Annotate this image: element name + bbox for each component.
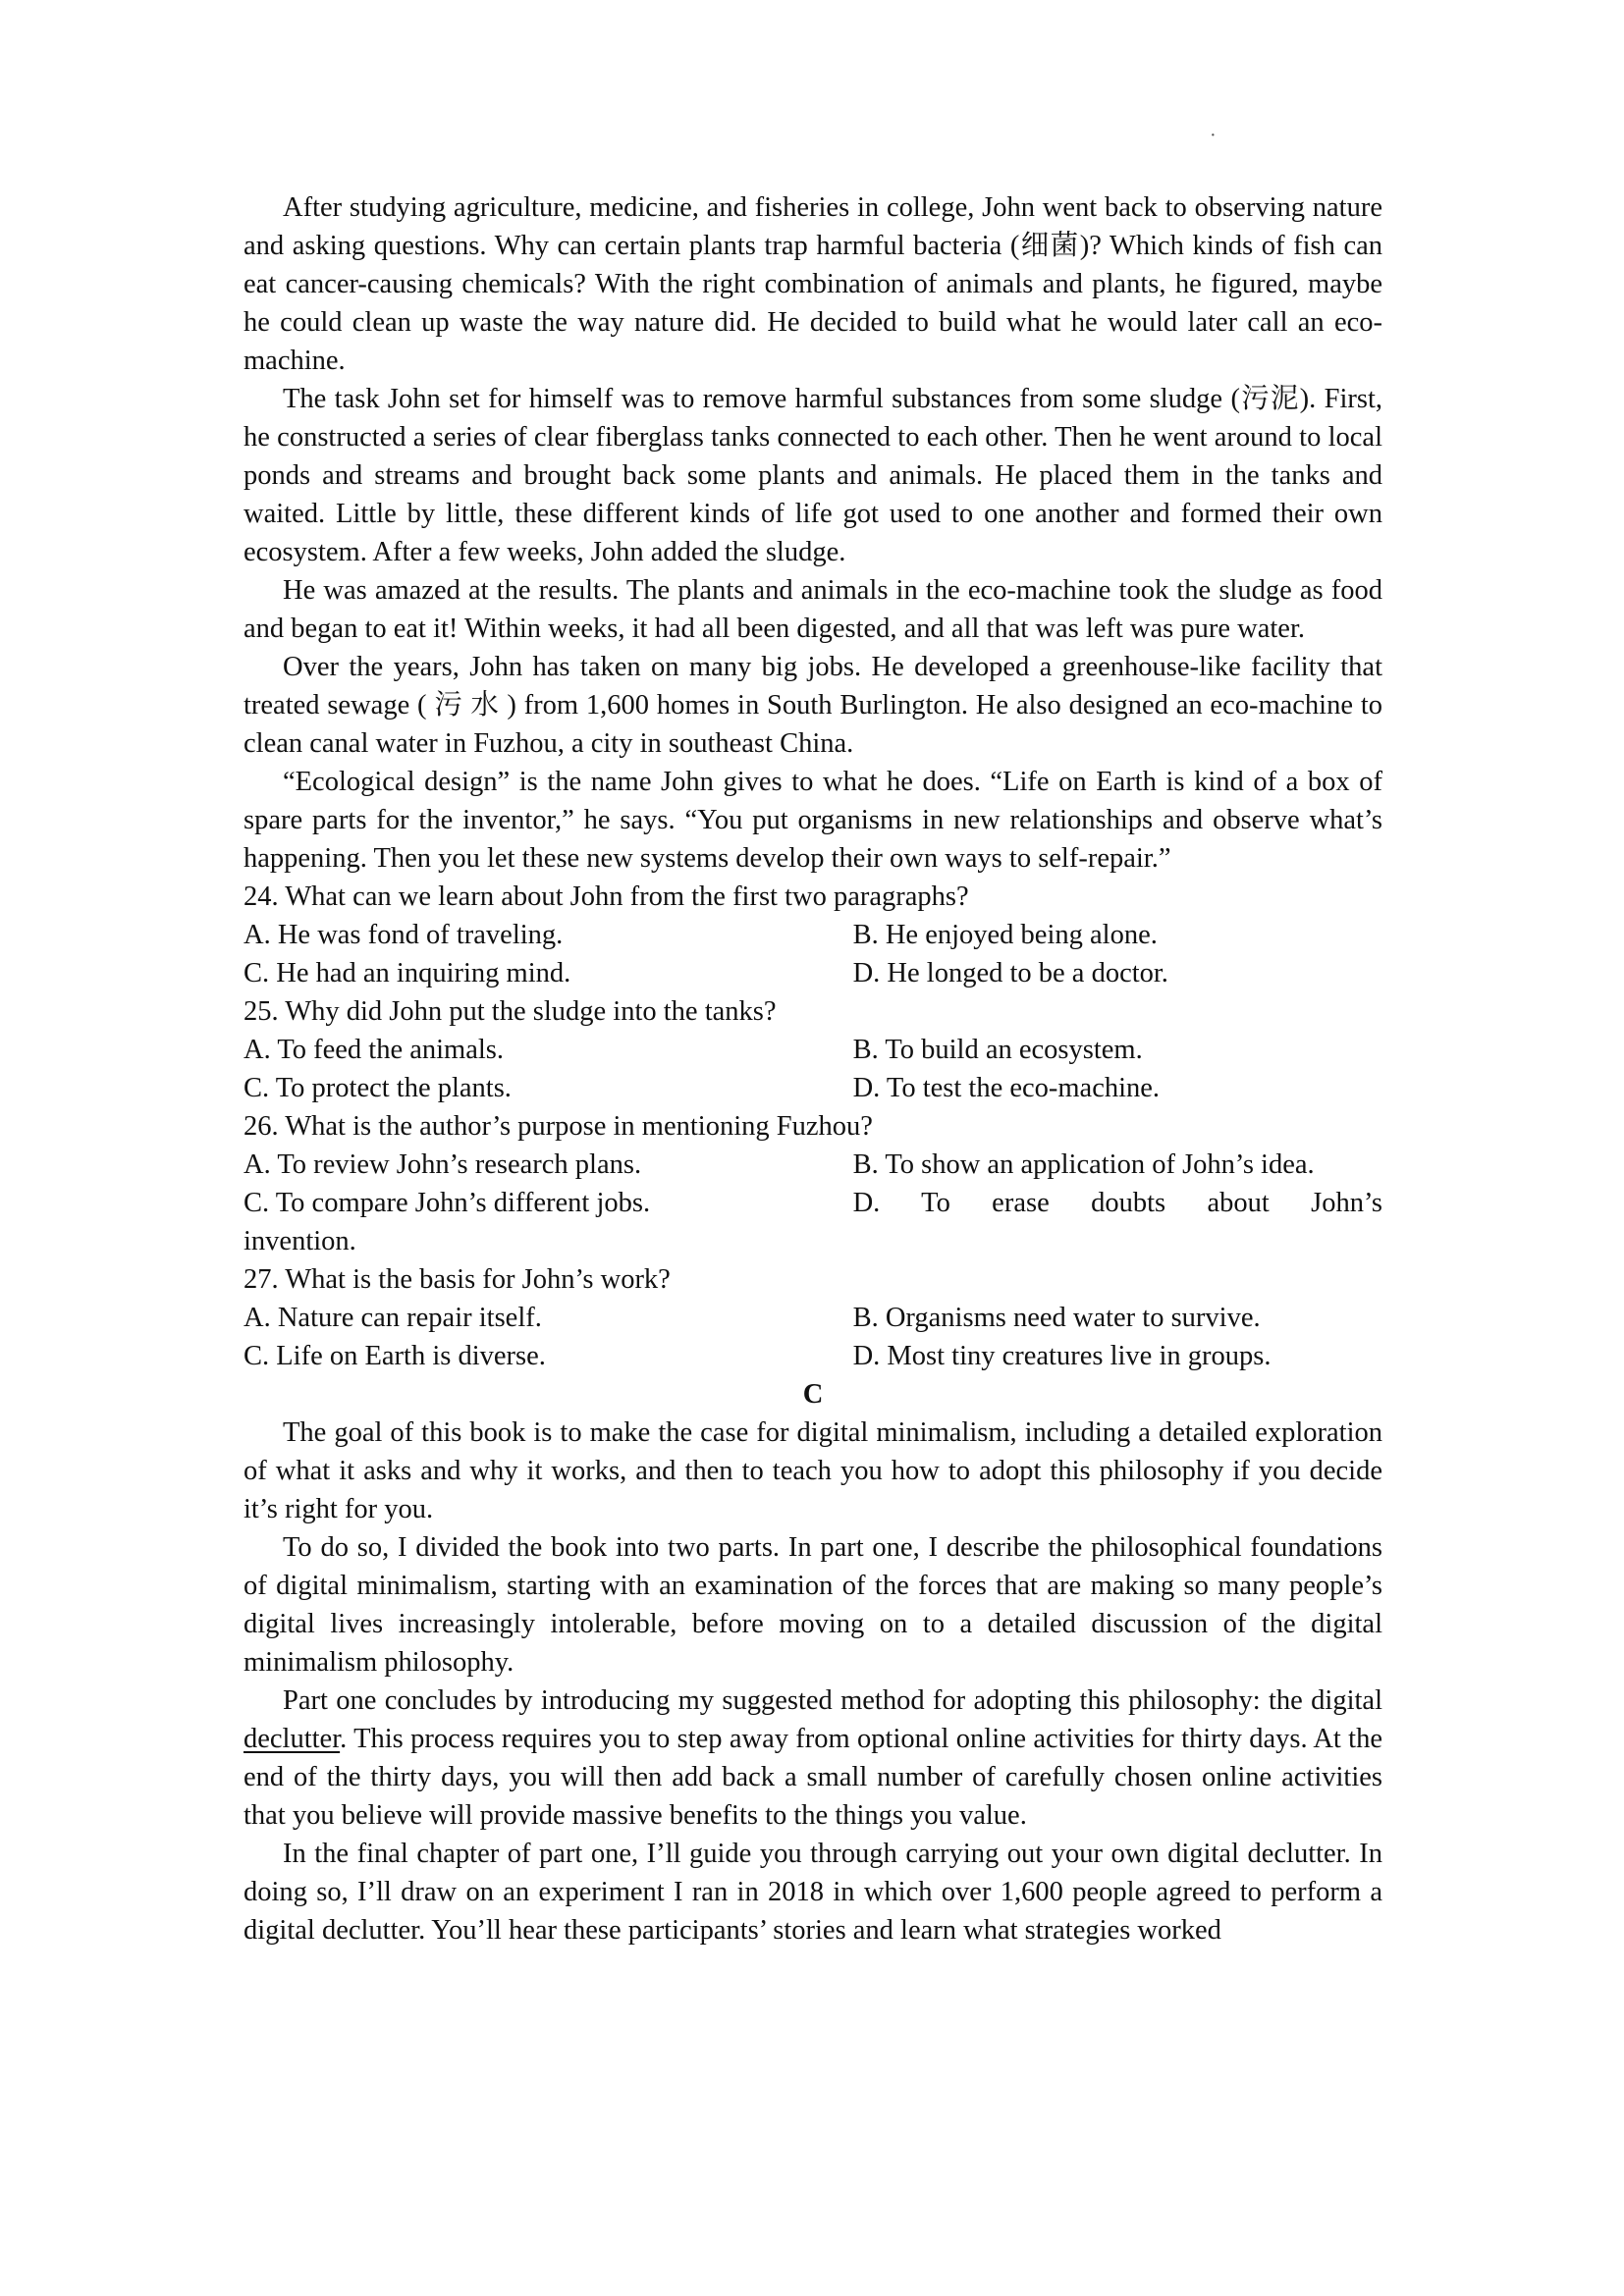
option-right: D. To erase doubts about John’s [852,1188,1382,1218]
option-row [244,1146,1382,1184]
option-row [244,916,1382,954]
question-stem: 27. What is the basis for John’s work? [244,1264,671,1295]
paragraph-text: The task John set for himself was to remove harmful substances from some sludge (污泥). First, he constructed a series of clear fiberglass tanks connected to each other. Then he went around to local ponds and streams and brought back some plants and animals. He placed them in the tanks and waited. Little by little, these different kinds of life got used to one another and formed their own ecosystem. After a few weeks, John added the sludge. [244,384,1382,567]
option-left: C. He had an inquiring mind. [244,958,571,988]
paragraph-text: . This process requires you to step away from optional online activities for thirty days. At the end of the thirty days, you will then add back a small number of carefully chosen online activities that you believe will provide massive benefits to the things you value. [244,1724,1382,1831]
option-left: A. Nature can repair itself. [244,1303,542,1333]
option-right: B. To build an ecosystem. [852,1035,1143,1065]
passage-paragraph [244,188,1382,380]
passage-b [244,188,1382,878]
passage-paragraph [244,380,1382,571]
option-right: D. Most tiny creatures live in groups. [852,1341,1272,1371]
stray-mark: · [1210,125,1217,146]
paragraph-text: The goal of this book is to make the case for digital minimalism, including a detailed exploration of what it asks and why it works, and then to teach you how to adopt this philosophy if you decide it’s right for you. [244,1417,1382,1524]
option-right: D. He longed to be a doctor. [852,958,1168,988]
passage-paragraph [244,763,1382,878]
option-left: A. To feed the animals. [244,1035,504,1065]
paragraph-text: To do so, I divided the book into two parts. In part one, I describe the philosophical foundations of digital minimalism, starting with an examination of the forces that are making so many people’s digital lives increasingly intolerable, before moving on to a detailed discussion of the digital minimalism philosophy. [244,1532,1382,1678]
option-left: C. To compare John’s different jobs. [244,1188,651,1218]
option-row [244,1337,1382,1375]
option-right: B. Organisms need water to survive. [852,1303,1261,1333]
option-left: A. To review John’s research plans. [244,1149,642,1180]
option-row [244,954,1382,992]
option-left: A. He was fond of traveling. [244,920,564,950]
section-c-heading: C [802,1379,824,1410]
paragraph-text: In the final chapter of part one, I’ll guide you through carrying out your own digital declutter. In doing so, I’ll draw on an experiment I ran in 2018 in which over 1,600 people agreed to perform a digital declutter. You’ll hear these participants’ stories and learn what strategies worked [244,1839,1382,1946]
passage-paragraph [244,571,1382,648]
option-row [244,1299,1382,1337]
question-stem: 26. What is the author’s purpose in mentioning Fuzhou? [244,1111,873,1142]
paragraph-text: After studying agriculture, medicine, and fisheries in college, John went back to observing nature and asking questions. Why can certain plants trap harmful bacteria (细菌)? Which kinds of fish can eat cancer-causing chemicals? With the right combination of animals and plants, he figured, maybe he could clean up waste the way nature did. He decided to build what he would later call an eco-machine. [244,192,1382,376]
passage-paragraph [244,1682,1382,1835]
passage-paragraph [244,1414,1382,1528]
option-row [244,1031,1382,1069]
passage-paragraph [244,648,1382,763]
underlined-term: declutter [244,1724,341,1754]
passage-paragraph [244,1528,1382,1682]
paragraph-text: He was amazed at the results. The plants and animals in the eco-machine took the sludge as food and began to eat it! Within weeks, it had all been digested, and all that was left was pure water. [244,575,1382,644]
option-left: C. Life on Earth is diverse. [244,1341,546,1371]
page-content [244,188,1382,1949]
question-stem: 25. Why did John put the sludge into the tanks? [244,996,777,1027]
option-left: C. To protect the plants. [244,1073,512,1103]
passage-c [244,1414,1382,1949]
paragraph-text: “Ecological design” is the name John gives to what he does. “Life on Earth is kind of a box of spare parts for the inventor,” he says. “You put organisms in new relationships and observe what’s happening. Then you let these new systems develop their own ways to self-repair.” [244,767,1382,874]
paragraph-text: Over the years, John has taken on many big jobs. He developed a greenhouse-like facility that treated sewage ( 污 水 ) from 1,600 homes in South Burlington. He also designed an eco-machine to clean canal water in Fuzhou, a city in southeast China. [244,652,1382,759]
option-right: B. To show an application of John’s idea. [852,1149,1315,1180]
question-stem: 24. What can we learn about John from the first two paragraphs? [244,881,969,912]
option-right: D. To test the eco-machine. [852,1073,1161,1103]
option-row [244,1184,1382,1222]
questions-block [244,878,1382,1375]
paragraph-text: Part one concludes by introducing my suggested method for adopting this philosophy: the digital [283,1685,1382,1716]
option-continuation: invention. [244,1226,356,1256]
passage-paragraph [244,1835,1382,1949]
option-right: B. He enjoyed being alone. [852,920,1158,950]
option-row [244,1069,1382,1107]
